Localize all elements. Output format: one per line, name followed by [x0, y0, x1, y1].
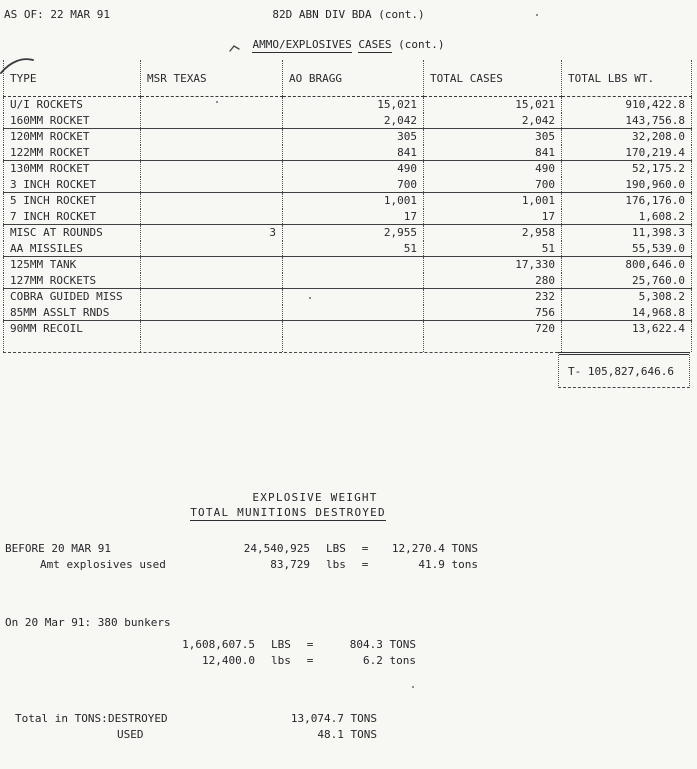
cell-msr-texas — [141, 161, 283, 177]
table-row — [4, 161, 692, 177]
total-munitions-heading: TOTAL MUNITIONS DESTROYED — [190, 506, 386, 519]
section-heading — [0, 491, 630, 504]
cell-total-cases: 305 — [424, 129, 562, 145]
cell-msr-texas — [141, 321, 283, 337]
cell-type: 3 INCH ROCKET — [4, 177, 141, 193]
stat-tons-value: 48.1 TONS — [317, 728, 377, 741]
stat-lbs-unit: LBS — [271, 638, 291, 651]
table-bottom-line — [3, 352, 558, 353]
cell-ao-bragg: 305 — [283, 129, 424, 145]
cell-total-cases: 51 — [424, 241, 562, 257]
stat-tons-value: 12,270.4 TONS — [391, 542, 478, 555]
cell-total-lbs: 13,622.4 — [562, 321, 692, 337]
cell-msr-texas — [141, 193, 283, 209]
table-row — [4, 225, 692, 241]
table-row — [4, 113, 692, 129]
stat-lbs-unit: LBS — [326, 542, 346, 555]
stat-lbs-unit: lbs — [271, 654, 291, 667]
cell-ao-bragg — [283, 305, 424, 321]
table-row — [4, 257, 692, 273]
cell-total-cases: 720 — [424, 321, 562, 337]
destroyed-label: DESTROYED — [108, 712, 168, 725]
cell-type: 120MM ROCKET — [4, 129, 141, 145]
table-row — [4, 273, 692, 289]
cell-total-lbs: 5,308.2 — [562, 289, 692, 305]
cell-total-cases: 17,330 — [424, 257, 562, 273]
total-in-tons-label: Total in TONS: — [15, 712, 108, 725]
col-header-total-cases: TOTAL CASES — [424, 60, 562, 97]
stat-line-bunkers-destroyed — [5, 638, 416, 651]
table-row — [4, 209, 692, 225]
cell-total-lbs: 170,219.4 — [562, 145, 692, 161]
table-row — [4, 305, 692, 321]
stat-tons-value: 6.2 tons — [363, 654, 416, 667]
cell-msr-texas — [141, 97, 283, 113]
table-row — [4, 129, 692, 145]
cell-type: 122MM ROCKET — [4, 145, 141, 161]
cell-total-cases: 2,958 — [424, 225, 562, 241]
cell-total-cases: 17 — [424, 209, 562, 225]
cell-ao-bragg — [283, 257, 424, 273]
cell-total-lbs: 25,760.0 — [562, 273, 692, 289]
cell-total-cases: 1,001 — [424, 193, 562, 209]
cell-msr-texas — [141, 129, 283, 145]
cell-total-lbs: 14,968.8 — [562, 305, 692, 321]
cell-type: 130MM ROCKET — [4, 161, 141, 177]
stat-lbs-value: 1,608,607.5 — [182, 638, 255, 651]
table-row — [4, 177, 692, 193]
cell-total-lbs: 11,398.3 — [562, 225, 692, 241]
cell-type: U/I ROCKETS — [4, 97, 141, 113]
stat-line-total-used — [15, 728, 377, 741]
cell-type: 7 INCH ROCKET — [4, 209, 141, 225]
stat-tons-value: 41.9 tons — [418, 558, 478, 571]
cell-type: 160MM ROCKET — [4, 113, 141, 129]
table-spacer-row — [4, 337, 692, 353]
subtitle-word: AMMO/EXPLOSIVES — [252, 38, 352, 51]
cell-msr-texas — [141, 273, 283, 289]
page-title: 82D ABN DIV BDA (cont.) — [272, 8, 425, 21]
cell-type: 5 INCH ROCKET — [4, 193, 141, 209]
scan-speck — [412, 686, 414, 688]
cell-msr-texas — [141, 305, 283, 321]
col-header-type: TYPE — [4, 60, 141, 97]
cell-type: AA MISSILES — [4, 241, 141, 257]
stat-tons-value: 13,074.7 TONS — [290, 712, 377, 725]
cell-total-lbs: 55,539.0 — [562, 241, 692, 257]
cell-msr-texas — [141, 113, 283, 129]
subtitle-word: CASES — [358, 38, 392, 51]
cell-type: COBRA GUIDED MISS — [4, 289, 141, 305]
col-header-ao-bragg: AO BRAGG — [283, 60, 424, 97]
cell-total-cases: 700 — [424, 177, 562, 193]
table-row — [4, 97, 692, 113]
cell-total-cases: 232 — [424, 289, 562, 305]
cell-ao-bragg — [283, 321, 424, 337]
cell-ao-bragg: 490 — [283, 161, 424, 177]
cell-total-lbs: 800,646.0 — [562, 257, 692, 273]
cell-ao-bragg: 15,021 — [283, 97, 424, 113]
table-row — [4, 145, 692, 161]
page-subtitle — [0, 38, 697, 51]
cell-ao-bragg: 700 — [283, 177, 424, 193]
cell-type: 85MM ASSLT RNDS — [4, 305, 141, 321]
grand-total-value: T- 105,827,646.6 — [568, 365, 674, 378]
table-row — [4, 321, 692, 337]
stat-lbs-value: 24,540,925 — [243, 542, 310, 555]
cell-total-cases: 2,042 — [424, 113, 562, 129]
cell-ao-bragg: 2,955 — [283, 225, 424, 241]
stat-label: BEFORE 20 MAR 91 — [5, 542, 111, 555]
cell-total-cases: 280 — [424, 273, 562, 289]
table-header-row — [4, 60, 692, 97]
table-row — [4, 241, 692, 257]
cell-total-lbs: 910,422.8 — [562, 97, 692, 113]
cell-ao-bragg — [283, 273, 424, 289]
stat-lbs-unit: lbs — [326, 558, 346, 571]
stat-line-before — [5, 542, 478, 555]
cell-msr-texas — [141, 177, 283, 193]
cell-total-lbs: 32,208.0 — [562, 129, 692, 145]
used-label: USED — [117, 728, 144, 741]
stat-lbs-value: 12,400.0 — [202, 654, 255, 667]
cell-total-cases: 490 — [424, 161, 562, 177]
stat-line-bunkers-used — [5, 654, 416, 667]
cell-msr-texas — [141, 145, 283, 161]
equals-sign: = — [361, 542, 369, 555]
cell-ao-bragg: 17 — [283, 209, 424, 225]
subtitle-cont: (cont.) — [398, 38, 445, 51]
cell-total-lbs: 52,175.2 — [562, 161, 692, 177]
equals-sign: = — [306, 638, 314, 651]
cell-msr-texas — [141, 257, 283, 273]
section-subheading — [0, 506, 576, 519]
table-row — [4, 289, 692, 305]
grand-total-box — [558, 352, 690, 388]
cell-msr-texas — [141, 209, 283, 225]
stat-label: Amt explosives used — [40, 558, 166, 571]
col-header-msr-texas: MSR TEXAS — [141, 60, 283, 97]
stat-line-total-destroyed — [15, 712, 377, 725]
cell-type: 90MM RECOIL — [4, 321, 141, 337]
equals-sign: = — [306, 654, 314, 667]
stat-lbs-value: 83,729 — [270, 558, 310, 571]
table-row — [4, 193, 692, 209]
stat-tons-value: 804.3 TONS — [349, 638, 416, 651]
cell-total-lbs: 176,176.0 — [562, 193, 692, 209]
stat-line-amt-used — [5, 558, 478, 571]
cell-type: 127MM ROCKETS — [4, 273, 141, 289]
as-of-date: AS OF: 22 MAR 91 — [4, 8, 110, 21]
cell-total-cases: 15,021 — [424, 97, 562, 113]
cell-total-lbs: 190,960.0 — [562, 177, 692, 193]
col-header-total-lbs: TOTAL LBS WT. — [562, 60, 692, 97]
cell-ao-bragg: 841 — [283, 145, 424, 161]
cell-ao-bragg — [283, 289, 424, 305]
cell-ao-bragg: 2,042 — [283, 113, 424, 129]
cell-total-cases: 841 — [424, 145, 562, 161]
cell-type: MISC AT ROUNDS — [4, 225, 141, 241]
cell-ao-bragg: 51 — [283, 241, 424, 257]
cell-total-cases: 756 — [424, 305, 562, 321]
cell-type: 125MM TANK — [4, 257, 141, 273]
explosive-weight-heading: EXPLOSIVE WEIGHT — [252, 491, 378, 504]
cell-msr-texas — [141, 241, 283, 257]
cell-msr-texas: 3 — [141, 225, 283, 241]
cell-total-lbs: 1,608.2 — [562, 209, 692, 225]
cell-msr-texas — [141, 289, 283, 305]
bunkers-label: On 20 Mar 91: 380 bunkers — [5, 616, 171, 629]
cell-ao-bragg: 1,001 — [283, 193, 424, 209]
ammo-cases-table — [3, 60, 692, 352]
equals-sign: = — [361, 558, 369, 571]
cell-total-lbs: 143,756.8 — [562, 113, 692, 129]
